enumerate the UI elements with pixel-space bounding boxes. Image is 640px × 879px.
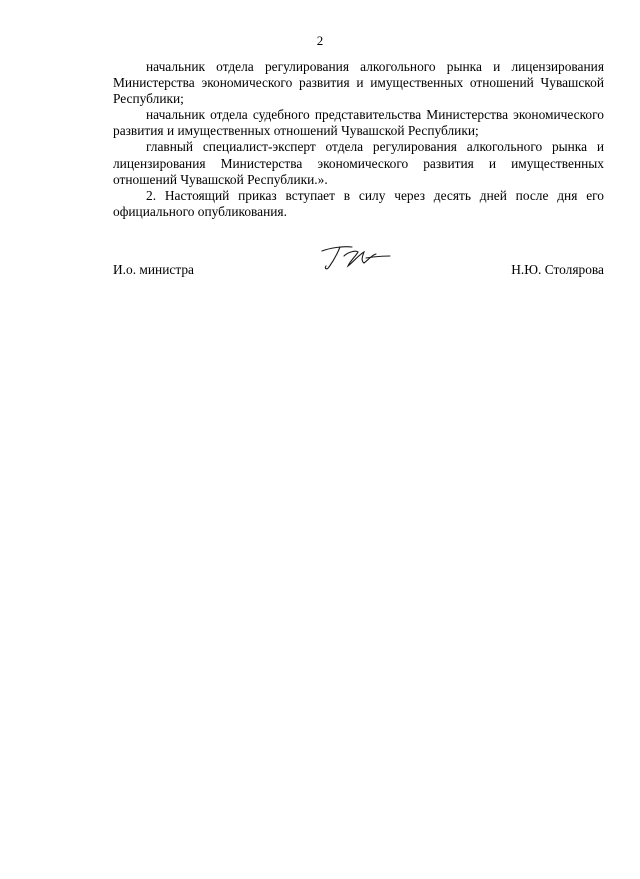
- signature-block: [113, 261, 604, 279]
- document-body: [113, 59, 604, 220]
- signatory-position: И.о. министра: [113, 262, 194, 277]
- paragraph-entry-into-force: 2. Настоящий приказ вступает в силу через десять дней после дня его официального опубликования.: [113, 187, 604, 219]
- paragraph-head-of-alcohol-regulation-dept: начальник отдела регулирования алкогольного рынка и лицензирования Министерства экономического развития и имущественных отношений Чувашской Республики;: [113, 59, 604, 107]
- page-number: 2: [316, 33, 324, 48]
- paragraph-chief-specialist-expert: главный специалист-эксперт отдела регулирования алкогольного рынка и лицензирования Министерства экономического развития и имущественных отношений Чувашской Республики.».: [113, 139, 604, 187]
- paragraph-head-of-judicial-representation-dept: начальник отдела судебного представительства Министерства экономического развития и имущественных отношений Чувашской Республики;: [113, 107, 604, 139]
- signatory-name: Н.Ю. Столярова: [511, 262, 604, 277]
